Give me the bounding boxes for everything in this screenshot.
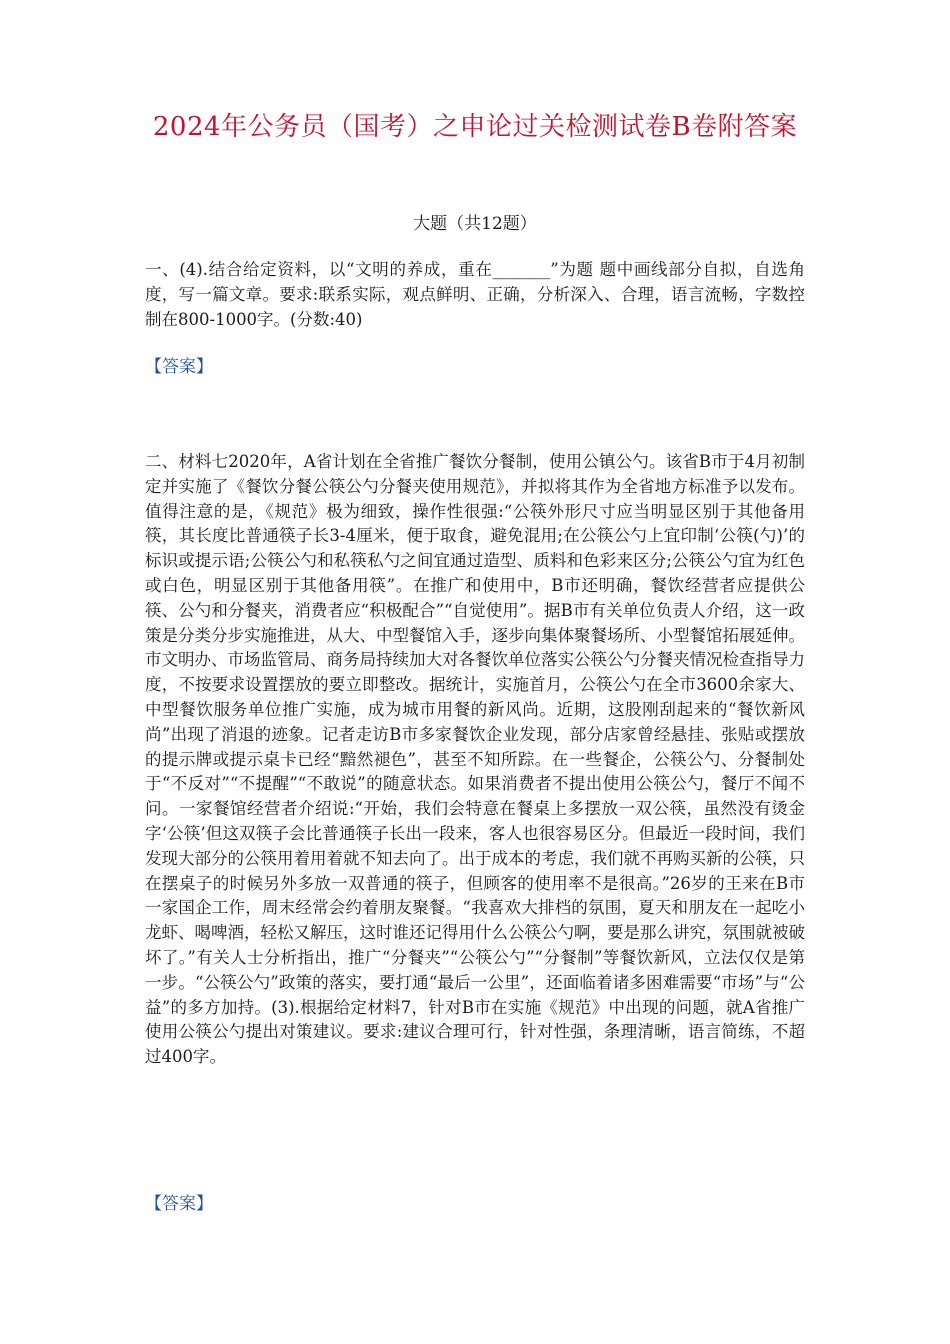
document-title: 2024年公务员（国考）之申论过关检测试卷B卷附答案	[152, 112, 798, 142]
section-heading: 大题（共12题）	[413, 214, 537, 234]
answer-link-2[interactable]: 【答案】	[145, 1194, 213, 1214]
answer-link-1[interactable]: 【答案】	[145, 357, 213, 377]
question-1-text: 一、(4).结合给定资料，以“文明的养成，重在_______”为题 题中画线部分自拟，自选角度，写一篇文章。要求:联系实际，观点鲜明、正确，分析深入、合理，语言流畅，字数控制在800-1000字。(分数:40)	[145, 260, 805, 329]
question-2-text: 二、材料七2020年，A省计划在全省推广餐饮分餐制，使用公镇公勺。该省B市于4月初制定并实施了《餐饮分餐公筷公勺分餐夹使用规范》，并拟将其作为全省地方标准予以发布。值得注意的是，《规范》极为细致，操作性很强:“公筷外形尺寸应当明显区别于其他备用筷，其长度比普通筷子长3-4厘米，便于取食，避免混用;在公筷公勺上宜印制‘公筷(勺)’的标识或提示语;公筷公勺和私筷私勺之间宜通过造型、质料和色彩来区分;公筷公勺宜为红色或白色，明显区别于其他备用筷”。在推广和使用中，B市还明确，餐饮经营者应提供公筷、公勺和分餐夹，消费者应“积极配合”“自觉使用”。据B市有关单位负责人介绍，这一政策是分类分步实施推进，从大、中型餐馆入手，逐步向集体聚餐场所、小型餐馆拓展延伸。市文明办、市场监管局、商务局持续加大对各餐饮单位落实公筷公勺分餐夹情况检查指导力度，不按要求设置摆放的要立即整改。据统计，实施首月，公筷公勺在全市3600余家大、中型餐饮服务单位推广实施，成为城市用餐的新风尚。近期，这股刚刮起来的“餐饮新风尚”出现了消退的迹象。记者走访B市多家餐饮企业发现，部分店家曾经悬挂、张贴或摆放的提示牌或提示桌卡已经“黯然褪色”，甚至不知所踪。在一些餐企，公筷公勺、分餐制处于“不反对”“不提醒”“不敢说”的随意状态。如果消费者不提出使用公筷公勺，餐厅不闻不问。一家餐馆经营者介绍说:“开始，我们会特意在餐桌上多摆放一双公筷，虽然没有烫金字‘公筷’但这双筷子会比普通筷子长出一段来，客人也很容易区分。但最近一段时间，我们发现大部分的公筷用着用着就不知去向了。出于成本的考虑，我们就不再购买新的公筷，只在摆桌子的时候另外多放一双普通的筷子，但顾客的使用率不是很高。”26岁的王来在B市一家国企工作，周末经常会约着朋友聚餐。“我喜欢大排档的氛围，夏天和朋友在一起吃小龙虾、喝啤酒，轻松又解压，这时谁还记得用什么公筷公勺啊，要是那么讲究，氛围就被破坏了。”有关人士分析指出，推广“分餐夹”“公筷公勺”“分餐制”等餐饮新风，立法仅仅是第一步。“公筷公勺”政策的落实，要打通“最后一公里”，还面临着诸多困难需要“市场”与“公益”的多方加持。(3).根据给定材料7，针对B市在实施《规范》中出现的问题，就A省推广使用公筷公勺提出对策建议。要求:建议合理可行，针对性强，条理清晰，语言简练，不超过400字。	[145, 452, 805, 1067]
